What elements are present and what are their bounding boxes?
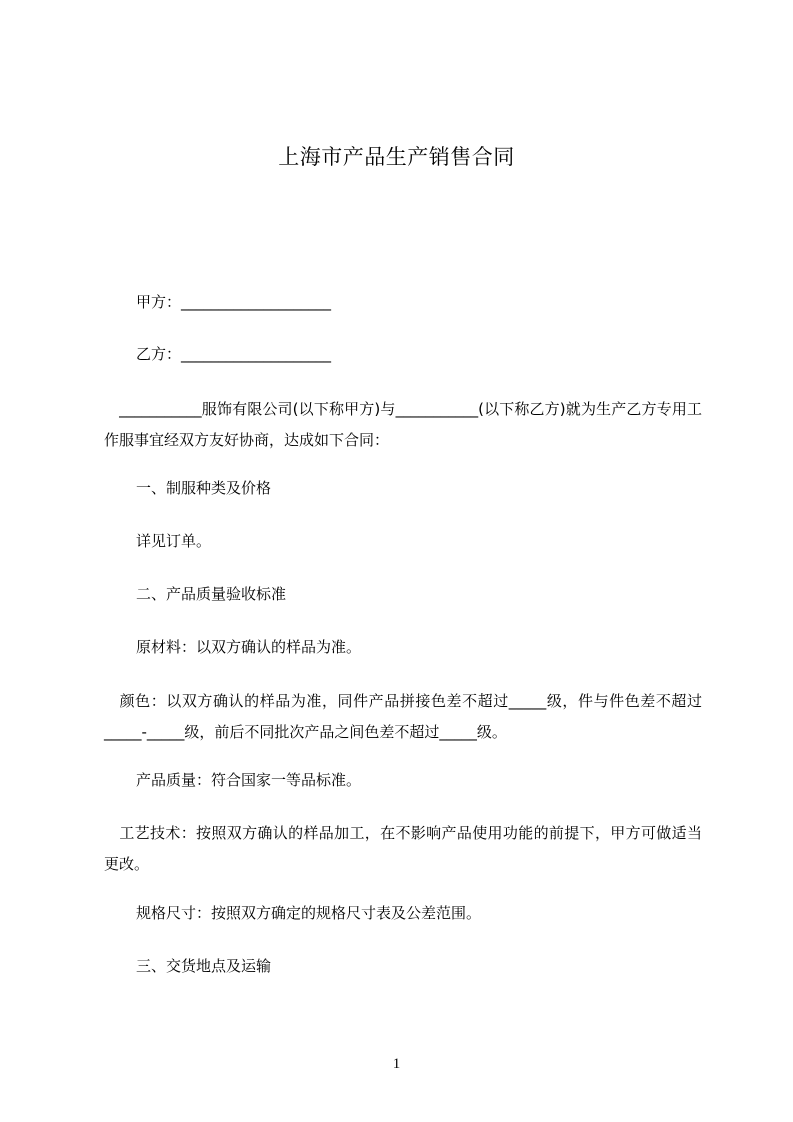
section-1-text: 详见订单。 <box>136 532 212 550</box>
craft-paragraph: 工艺技术：按照双方确认的样品加工，在不影响产品使用功能的前提下，甲方可做适当更改。 <box>104 824 702 873</box>
section-1-heading: 一、制服种类及价格 <box>136 479 272 497</box>
section-3-heading: 三、交货地点及运输 <box>136 957 272 975</box>
document-title: 上海市产品生产销售合同 <box>278 145 515 169</box>
size-text: 规格尺寸：按照双方确定的规格尺寸表及公差范围。 <box>136 904 482 922</box>
color-paragraph: 颜色：以双方确认的样品为准，同件产品拼接色差不超过_____级，件与件色差不超过_____-_____级，前后不同批次产品之间色差不超过_____级。 <box>104 692 702 741</box>
party-a-line: 甲方：____________________ <box>136 293 332 311</box>
section-2-heading: 二、产品质量验收标准 <box>136 585 287 603</box>
intro-paragraph: ___________服饰有限公司(以下称甲方)与___________(以下称乙方)就为生产乙方专用工作服事宜经双方友好协商，达成如下合同： <box>104 400 702 449</box>
page-number: 1 <box>392 1056 401 1072</box>
product-quality-text: 产品质量：符合国家一等品标准。 <box>136 771 362 789</box>
raw-material-text: 原材料：以双方确认的样品为准。 <box>136 638 362 656</box>
party-b-line: 乙方：____________________ <box>136 345 332 363</box>
